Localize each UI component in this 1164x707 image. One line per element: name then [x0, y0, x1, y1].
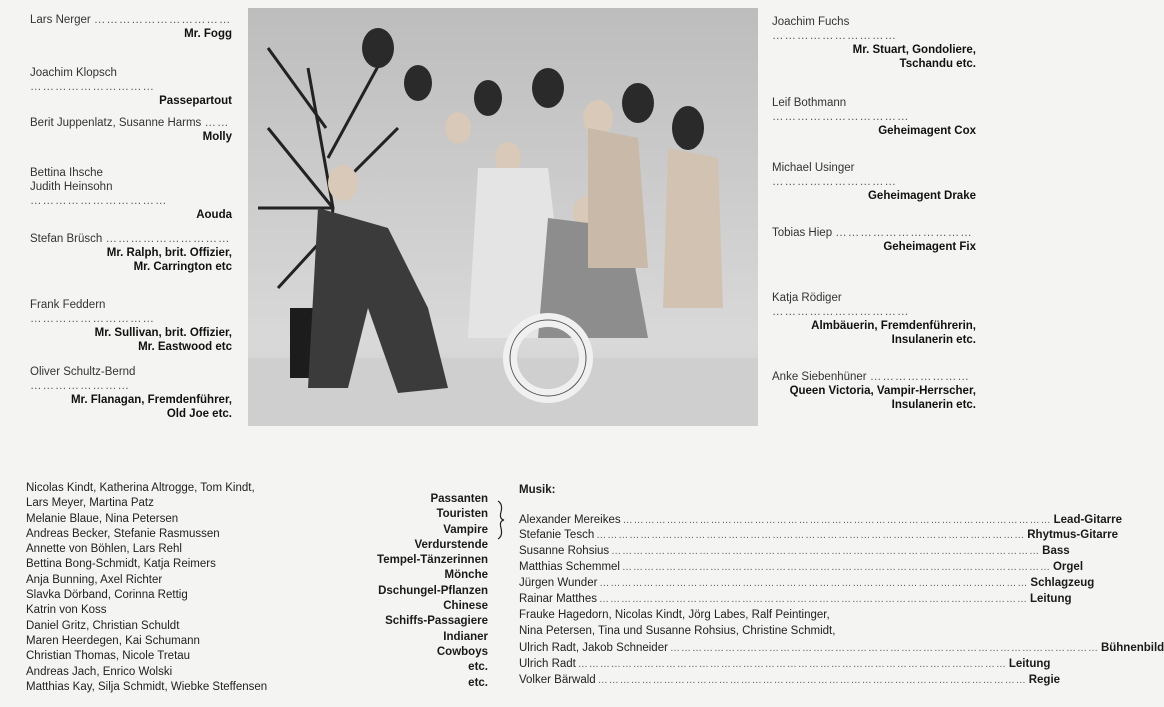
actor-name: Stefan Brüsch [30, 233, 103, 245]
list-item: Lars Meyer, Martina Patz [26, 497, 154, 510]
role-name: Aouda [196, 209, 232, 221]
leader-dots: ……………………………………………………………………………………………………… [599, 578, 1029, 589]
crew-row [519, 673, 1061, 688]
group-role: Dschungel-Pflanzen [378, 584, 488, 597]
group-role: Chinese [443, 600, 488, 613]
crew-name: Ulrich Radt [519, 658, 576, 670]
role-name: Geheimagent Cox [878, 125, 976, 137]
actor-name: Joachim Fuchs [772, 16, 850, 28]
cast-entry [30, 232, 232, 274]
role-name: Almbäuerin, Fremdenführerin, [811, 320, 976, 332]
list-item: Andreas Becker, Stefanie Rasmussen [26, 527, 220, 540]
actor-name: Anke Siebenhüner [772, 371, 867, 383]
leader-dots: …………………………… [30, 195, 168, 207]
leader-dots: ……………………………………………………………………………………………………… [597, 675, 1027, 686]
leader-dots: ……………………………………………………………………………………………………… [577, 659, 1007, 670]
cast-entry [30, 116, 232, 144]
crew-role: Regie [1028, 674, 1061, 686]
leader-dots: ……………………………………………………………………………………………………… [611, 546, 1041, 557]
music-row [519, 544, 1070, 559]
role-name: Mr. Fogg [184, 28, 232, 40]
leader-dots: ………………………… [30, 313, 155, 325]
instrument: Leitung [1029, 593, 1072, 605]
list-item: Anja Bunning, Axel Richter [26, 573, 163, 586]
role-name: Queen Victoria, Vampir-Herrscher, [789, 385, 976, 397]
actor-name: Bettina Ihsche [30, 167, 103, 179]
list-item: Katrin von Koss [26, 604, 107, 617]
list-item: Nicolas Kindt, Katherina Altrogge, Tom Kindt, [26, 482, 255, 494]
group-role: Tempel-Tänzerinnen [377, 554, 488, 567]
actor-name: Katja Rödiger [772, 292, 842, 304]
music-row [519, 560, 1084, 575]
leader-dots: ……………………………………………………………………………………………………… [596, 530, 1026, 541]
crew-name: Ulrich Radt, Jakob Schneider [519, 642, 668, 654]
role-name: Mr. Ralph, brit. Offizier, [106, 247, 232, 259]
extras-list [26, 481, 267, 695]
musician-name: Stefanie Tesch [519, 529, 595, 541]
group-role: Vampire [443, 523, 488, 536]
group-role: Schiffs-Passagiere [385, 615, 488, 628]
leader-dots: ……………………………………………………………………………………………………… [598, 594, 1028, 605]
actor-name: Michael Usinger [772, 162, 855, 174]
instrument: Orgel [1052, 561, 1084, 573]
group-role: etc. [468, 661, 488, 674]
cast-entry [30, 66, 232, 108]
list-item: Matthias Kay, Silja Schmidt, Wiebke Steffensen [26, 680, 268, 693]
leader-dots: …………………………… [772, 306, 910, 318]
music-heading: Musik: [519, 484, 556, 496]
musician-name: Rainar Matthes [519, 593, 597, 605]
group-role: Verdurstende [414, 538, 488, 551]
crew-row [519, 641, 1164, 656]
role-name: Insulanerin etc. [891, 399, 976, 411]
list-item: Slavka Dörband, Corinna Rettig [26, 589, 188, 602]
list-item: Annette von Böhlen, Lars Rehl [26, 543, 182, 556]
ensemble-photo [248, 8, 758, 426]
music-row [519, 576, 1095, 591]
leader-dots: …………………………… [93, 14, 232, 26]
music-row [519, 528, 1118, 543]
instrument: Lead-Gitarre [1053, 514, 1123, 526]
leader-dots: …… [204, 117, 230, 129]
actor-name: Joachim Klopsch [30, 67, 117, 79]
cast-entry [772, 291, 976, 347]
role-name: Insulanerin etc. [891, 334, 976, 346]
leader-dots: ………………………… [772, 30, 897, 42]
leader-dots: ………………………… [772, 176, 897, 188]
leader-dots: ………………………… [105, 233, 231, 245]
instrument: Bass [1042, 545, 1070, 557]
cast-entry [772, 96, 976, 138]
group-role: Mönche [444, 569, 488, 582]
crew-line: Frauke Hagedorn, Nicolas Kindt, Jörg Labes, Ralf Peintinger, [519, 609, 830, 621]
actor-name: Lars Nerger [30, 14, 91, 26]
role-name: Mr. Flanagan, Fremdenführer, [70, 394, 232, 406]
role-name: Mr. Sullivan, brit. Offizier, [94, 327, 232, 339]
group-role: Passanten [430, 493, 488, 505]
crew-role: Bühnenbild [1100, 642, 1164, 654]
musician-name: Matthias Schemmel [519, 561, 620, 573]
list-item: Daniel Gritz, Christian Schuldt [26, 619, 180, 632]
music-row [519, 513, 1123, 528]
role-name: Geheimagent Drake [867, 190, 976, 202]
role-name: Tschandu etc. [899, 58, 976, 70]
leader-dots: ……………………………………………………………………………………………………… [621, 562, 1051, 573]
role-name: Mr. Stuart, Gondoliere, [852, 44, 976, 56]
actor-name: Tobias Hiep [772, 227, 833, 239]
instrument: Schlagzeug [1030, 577, 1095, 589]
cast-entry [772, 226, 976, 254]
role-name: Mr. Eastwood etc [138, 341, 232, 353]
role-name: Old Joe etc. [166, 408, 232, 420]
leader-dots: ……………………………………………………………………………………………………… [669, 643, 1099, 654]
cast-entry [30, 13, 232, 41]
list-item: Melanie Blaue, Nina Petersen [26, 512, 179, 525]
music-row [519, 592, 1072, 607]
cast-entry [772, 370, 976, 412]
leader-dots: …………………………… [772, 111, 910, 123]
cast-entry [772, 161, 976, 203]
group-role: Indianer [443, 630, 488, 643]
role-name: Passepartout [159, 95, 232, 107]
actor-name: Berit Juppenlatz, Susanne Harms [30, 117, 202, 129]
crew-name: Volker Bärwald [519, 674, 596, 686]
list-item: Bettina Bong-Schmidt, Katja Reimers [26, 558, 216, 571]
musician-name: Jürgen Wunder [519, 577, 598, 589]
actor-name: Frank Feddern [30, 299, 106, 311]
cast-entry [30, 298, 232, 354]
crew-role: Leitung [1008, 658, 1051, 670]
role-name: Molly [202, 131, 232, 143]
actor-name: Oliver Schultz-Bernd [30, 366, 136, 378]
group-role: Touristen [436, 508, 488, 521]
actor-name: Leif Bothmann [772, 97, 847, 109]
group-role: etc. [468, 676, 488, 689]
list-item: Maren Heerdegen, Kai Schumann [26, 634, 200, 647]
leader-dots: …………………………… [835, 227, 973, 239]
group-roles [352, 492, 488, 691]
cast-entry [30, 166, 232, 222]
role-name: Mr. Carrington etc [133, 261, 232, 273]
role-name: Geheimagent Fix [883, 241, 976, 253]
list-item: Andreas Jach, Enrico Wolski [26, 665, 173, 678]
musician-name: Alexander Mereikes [519, 514, 621, 526]
leader-dots: …………………… [869, 371, 970, 383]
cast-entry [772, 15, 976, 71]
cast-entry [30, 365, 232, 421]
musician-name: Susanne Rohsius [519, 545, 610, 557]
leader-dots: ……………………………………………………………………………………………………… [622, 515, 1052, 526]
leader-dots: ………………………… [30, 81, 155, 93]
crew-line: Nina Petersen, Tina und Susanne Rohsius, Christine Schmidt, [519, 625, 836, 637]
brace-mark [496, 500, 506, 540]
leader-dots: …………………… [30, 380, 130, 392]
list-item: Christian Thomas, Nicole Tretau [26, 650, 191, 663]
crew-row [519, 657, 1051, 672]
actor-name: Judith Heinsohn [30, 181, 113, 193]
instrument: Rhytmus-Gitarre [1027, 529, 1118, 541]
group-role: Cowboys [436, 645, 488, 658]
